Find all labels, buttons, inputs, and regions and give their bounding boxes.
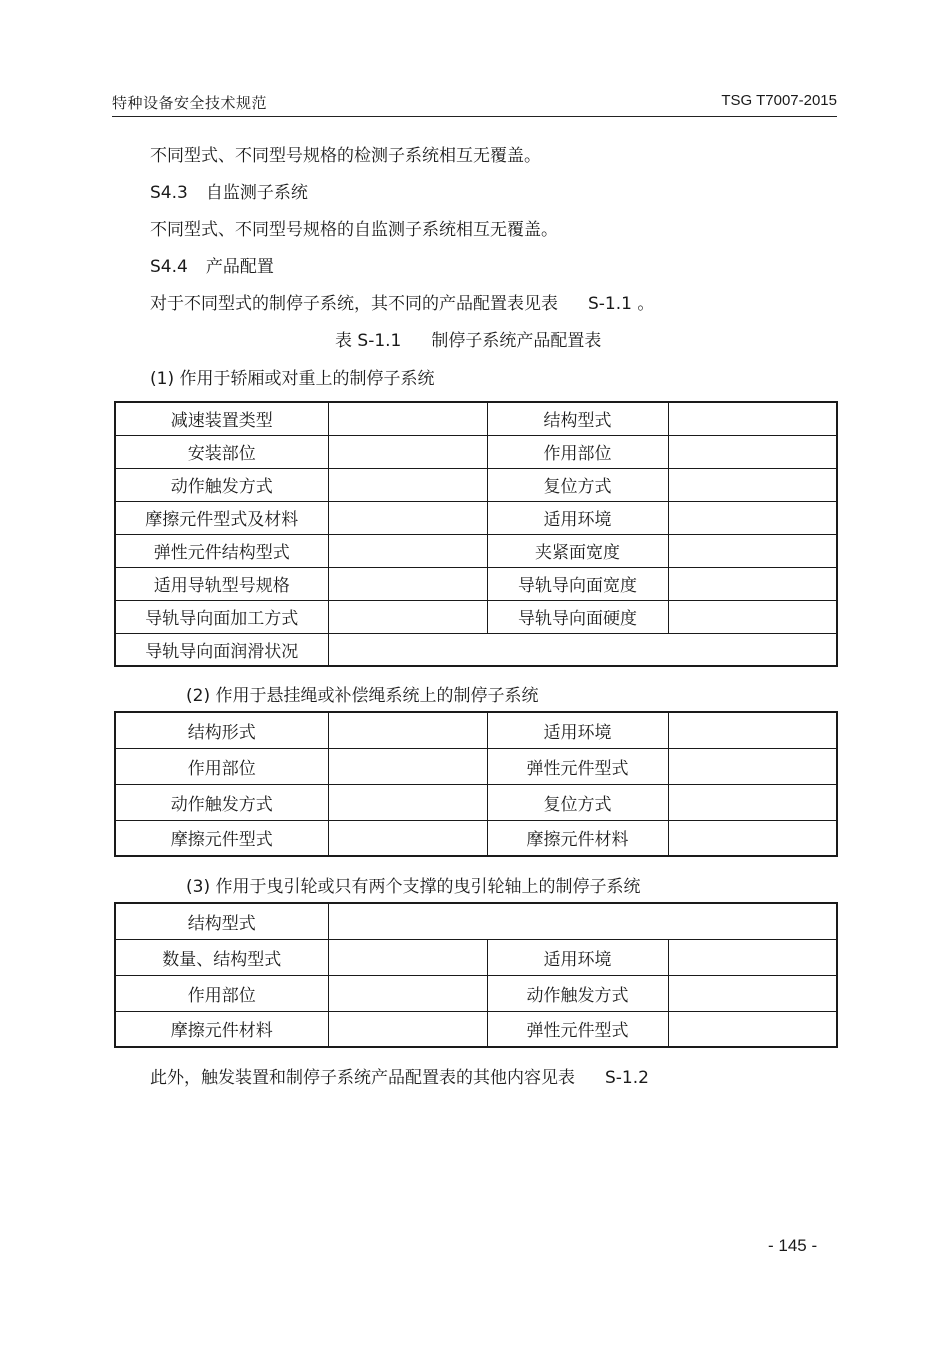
cell-label: 摩擦元件型式及材料 xyxy=(115,501,328,534)
cell-value xyxy=(668,939,837,975)
config-table-rope-system xyxy=(114,711,838,857)
cell-label: 摩擦元件型式 xyxy=(115,820,328,856)
cell-value xyxy=(668,534,837,567)
cell-value-wide xyxy=(328,903,837,939)
cell-label: 作用部位 xyxy=(115,975,328,1011)
cell-label: 弹性元件结构型式 xyxy=(115,534,328,567)
table-row xyxy=(115,600,837,633)
cell-value xyxy=(328,975,487,1011)
table-row xyxy=(115,712,837,748)
cell-value xyxy=(668,435,837,468)
table-row xyxy=(115,748,837,784)
cell-value xyxy=(668,600,837,633)
subtable-heading-1: (1) 作用于轿厢或对重上的制停子系统 xyxy=(150,369,435,389)
cell-label: 适用环境 xyxy=(487,501,668,534)
cell-label: 弹性元件型式 xyxy=(487,1011,668,1047)
cell-label: 动作触发方式 xyxy=(115,784,328,820)
cell-value xyxy=(668,712,837,748)
table-row xyxy=(115,633,837,666)
cell-label: 适用环境 xyxy=(487,712,668,748)
cell-label: 夹紧面宽度 xyxy=(487,534,668,567)
cell-label: 动作触发方式 xyxy=(487,975,668,1011)
table-reference: S-1.2 xyxy=(605,1068,649,1088)
cell-label: 结构形式 xyxy=(115,712,328,748)
cell-label: 导轨导向面硬度 xyxy=(487,600,668,633)
cell-value xyxy=(328,712,487,748)
subtable-heading-2: (2) 作用于悬挂绳或补偿绳系统上的制停子系统 xyxy=(186,686,539,706)
config-table-car-counterweight xyxy=(114,401,838,667)
section-title: 产品配置 xyxy=(205,257,274,277)
table-row xyxy=(115,534,837,567)
cell-label: 复位方式 xyxy=(487,784,668,820)
section-title: 自监测子系统 xyxy=(205,183,308,203)
cell-value xyxy=(328,1011,487,1047)
table-row xyxy=(115,567,837,600)
cell-label: 作用部位 xyxy=(115,748,328,784)
cell-value xyxy=(668,402,837,435)
cell-label: 导轨导向面润滑状况 xyxy=(115,633,328,666)
header-divider xyxy=(112,116,837,117)
table-row xyxy=(115,975,837,1011)
cell-label: 摩擦元件材料 xyxy=(115,1011,328,1047)
paragraph-self-monitoring: 不同型式、不同型号规格的自监测子系统相互无覆盖。 xyxy=(150,220,558,240)
cell-label: 适用导轨型号规格 xyxy=(115,567,328,600)
cell-value xyxy=(668,468,837,501)
paragraph-text: 对于不同型式的制停子系统，其不同的产品配置表见表 xyxy=(150,294,558,314)
cell-value xyxy=(328,567,487,600)
table-reference: S-1.1 。 xyxy=(588,294,655,314)
cell-label: 安装部位 xyxy=(115,435,328,468)
cell-value xyxy=(328,402,487,435)
table-row xyxy=(115,501,837,534)
cell-label: 数量、结构型式 xyxy=(115,939,328,975)
page-number: - 145 - xyxy=(768,1236,818,1255)
closing-text: 此外，触发装置和制停子系统产品配置表的其他内容见表 xyxy=(150,1068,575,1088)
cell-label: 弹性元件型式 xyxy=(487,748,668,784)
cell-value xyxy=(668,784,837,820)
cell-value xyxy=(328,435,487,468)
table-row xyxy=(115,784,837,820)
table-row xyxy=(115,939,837,975)
section-heading-s44 xyxy=(150,252,274,277)
cell-label: 动作触发方式 xyxy=(115,468,328,501)
section-heading-s43 xyxy=(150,178,308,203)
cell-value xyxy=(328,784,487,820)
cell-value xyxy=(328,939,487,975)
cell-value xyxy=(668,501,837,534)
table-row xyxy=(115,435,837,468)
cell-label: 复位方式 xyxy=(487,468,668,501)
cell-value xyxy=(328,820,487,856)
cell-label: 导轨导向面加工方式 xyxy=(115,600,328,633)
header-standard-code: TSG T7007-2015 xyxy=(721,92,837,109)
table-row xyxy=(115,903,837,939)
table-caption xyxy=(335,326,601,351)
cell-value xyxy=(328,600,487,633)
table-caption-number: 表 S-1.1 xyxy=(335,331,402,351)
section-number: S4.3 xyxy=(150,183,188,203)
config-table-traction-sheave xyxy=(114,902,838,1048)
cell-value xyxy=(328,748,487,784)
cell-value-wide xyxy=(328,633,837,666)
cell-label: 导轨导向面宽度 xyxy=(487,567,668,600)
cell-value xyxy=(668,975,837,1011)
cell-value xyxy=(668,820,837,856)
header-spec-title: 特种设备安全技术规范 xyxy=(112,94,268,112)
table-row xyxy=(115,820,837,856)
section-number: S4.4 xyxy=(150,257,188,277)
closing-paragraph xyxy=(150,1063,649,1088)
cell-label: 作用部位 xyxy=(487,435,668,468)
cell-label: 结构型式 xyxy=(487,402,668,435)
cell-value xyxy=(668,1011,837,1047)
cell-label: 减速装置类型 xyxy=(115,402,328,435)
cell-value xyxy=(328,534,487,567)
cell-label: 摩擦元件材料 xyxy=(487,820,668,856)
table-row xyxy=(115,402,837,435)
paragraph-product-config xyxy=(150,289,654,314)
table-row xyxy=(115,468,837,501)
cell-value xyxy=(668,567,837,600)
cell-value xyxy=(328,501,487,534)
cell-value xyxy=(668,748,837,784)
cell-value xyxy=(328,468,487,501)
cell-label: 适用环境 xyxy=(487,939,668,975)
subtable-heading-3: (3) 作用于曳引轮或只有两个支撑的曳引轮轴上的制停子系统 xyxy=(186,877,641,897)
table-caption-title: 制停子系统产品配置表 xyxy=(431,331,602,351)
cell-label: 结构型式 xyxy=(115,903,328,939)
paragraph-detection-subsystem: 不同型式、不同型号规格的检测子系统相互无覆盖。 xyxy=(150,146,541,166)
table-row xyxy=(115,1011,837,1047)
